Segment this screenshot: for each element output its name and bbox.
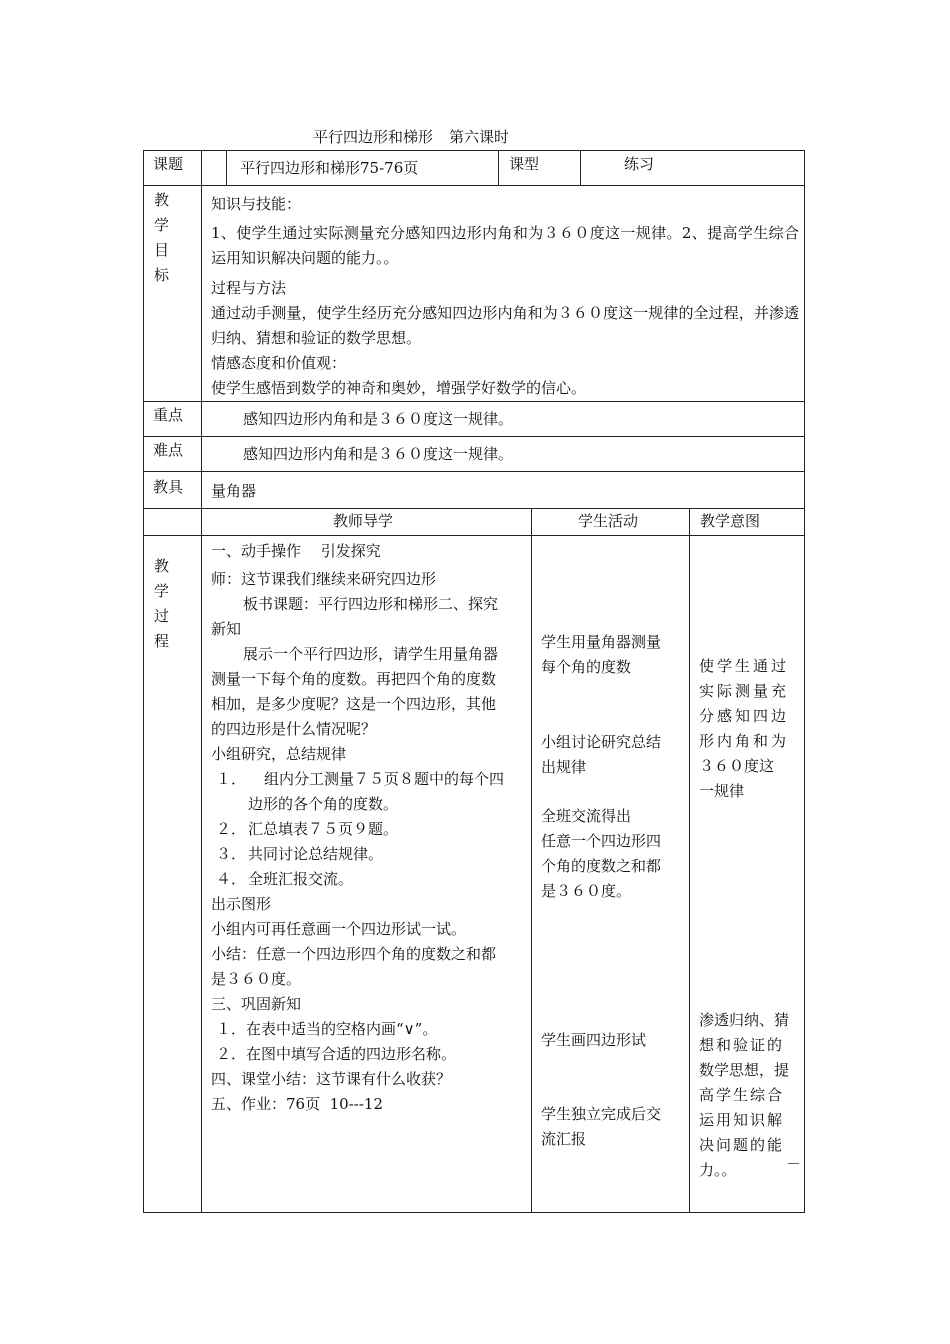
process-label-char: 教: [154, 557, 170, 575]
teacher-line: １．在表中适当的空格内画“∨”。: [216, 1020, 438, 1038]
process-label-char: 学: [154, 582, 170, 600]
student-line: 个角的度数之和都: [541, 857, 662, 875]
section-heading: 四、课堂小结：这节课有什么收获？: [211, 1070, 452, 1088]
process-text: 通过动手测量，使学生经历充分感知四边形内角和为３６０度这一规律的全过程，并渗透归纳、猜想和验证的数学思想。: [211, 304, 799, 347]
teacher-line: 小组研究，总结规律: [211, 745, 347, 763]
teacher-line: 汇总填表７５页９题。: [248, 820, 399, 838]
key-point-label: 重点: [153, 406, 184, 424]
student-line: 出规律: [541, 758, 587, 776]
student-line: 学生独立完成后交: [541, 1105, 662, 1123]
difficulty-label: 难点: [153, 441, 184, 459]
knowledge-heading: 知识与技能：: [211, 195, 302, 213]
teacher-line: 新知: [211, 620, 242, 638]
student-line: 流汇报: [541, 1130, 587, 1148]
intent-line: 分感知四边: [699, 707, 790, 725]
intent-line: 一规律: [699, 782, 745, 800]
intent-line: 实际测量充: [699, 682, 790, 700]
section-heading: 五、作业：76页 10---12: [211, 1095, 384, 1113]
teacher-line: 相加，是多少度呢？这是一个四边形，其他: [211, 695, 497, 713]
key-point-text: 感知四边形内角和是３６０度这一规律。: [243, 410, 514, 428]
objectives-label-char: 学: [154, 216, 170, 234]
topic-value: 平行四边形和梯形75-76页: [240, 159, 419, 177]
student-line: 是３６０度。: [541, 882, 632, 900]
teacher-line: 出示图形: [211, 895, 272, 913]
teacher-line: ２．在图中填写合适的四边形名称。: [216, 1045, 457, 1063]
col-student-header: 学生活动: [578, 512, 639, 530]
teacher-line: 小结：任意一个四边形四个角的度数之和都: [211, 945, 497, 963]
process-label-char: 过: [154, 607, 170, 625]
process-heading: 过程与方法: [211, 279, 287, 297]
item-number: １．: [216, 770, 247, 788]
tools-text: 量角器: [211, 482, 257, 500]
student-line: 小组讨论研究总结: [541, 733, 662, 751]
emotion-text: 使学生感悟到数学的神奇和奥妙，增强学好数学的信心。: [211, 379, 587, 397]
intent-line: ３６０度这: [699, 757, 775, 775]
intent-line: 运用知识解: [699, 1111, 785, 1129]
teacher-line: 组内分工测量７５页８题中的每个四: [264, 770, 505, 788]
intent-line: 渗透归纳、猜: [699, 1011, 790, 1029]
teacher-line: 全班汇报交流。: [248, 870, 354, 888]
teacher-line: 测量一下每个角的度数。再把四个角的度数: [211, 670, 497, 688]
process-label-char: 程: [154, 632, 170, 650]
intent-line: 高学生综合: [699, 1086, 785, 1104]
teacher-line: 共同讨论总结规律。: [248, 845, 384, 863]
student-line: 全班交流得出: [541, 807, 632, 825]
tools-label: 教具: [153, 478, 184, 496]
section-heading: 三、巩固新知: [211, 995, 302, 1013]
emotion-heading: 情感态度和价值观：: [211, 354, 347, 372]
teacher-line: 师：这节课我们继续来研究四边形: [211, 570, 437, 588]
student-line: 学生画四边形试: [541, 1031, 647, 1049]
section-heading: 一、动手操作 引发探究: [211, 542, 381, 560]
intent-line: 使学生通过: [699, 657, 790, 675]
item-number: ３．: [216, 845, 247, 863]
intent-mark: －: [786, 1155, 802, 1173]
topic-label: 课题: [153, 155, 184, 173]
teacher-line: 边形的各个角的度数。: [248, 795, 399, 813]
page-title: [313, 125, 509, 149]
student-line: 学生用量角器测量: [541, 633, 662, 651]
type-label: 课型: [509, 155, 540, 173]
teacher-line: 小组内可再任意画一个四边形试一试。: [211, 920, 467, 938]
objectives-label-char: 标: [154, 266, 170, 284]
teacher-line: 的四边形是什么情况呢？: [211, 720, 377, 738]
knowledge-text: 1、使学生通过实际测量充分感知四边形内角和为３６０度这一规律。2、提高学生综合运用知识解决问题的能力。。: [211, 224, 799, 267]
intent-line: 想和验证的: [699, 1036, 785, 1054]
intent-line: 决问题的能: [699, 1136, 785, 1154]
item-number: ２．: [216, 820, 247, 838]
intent-line: 数学思想，提: [699, 1061, 790, 1079]
teacher-line: 展示一个平行四边形，请学生用量角器: [243, 645, 499, 663]
lesson-title: 平行四边形和梯形: [313, 128, 434, 146]
objectives-label-char: 教: [154, 191, 170, 209]
lesson-number: 第六课时: [449, 128, 510, 146]
objectives-label-char: 目: [154, 241, 170, 259]
type-value: 练习: [624, 155, 655, 173]
student-line: 每个角的度数: [541, 658, 632, 676]
student-line: 任意一个四边形四: [541, 832, 662, 850]
intent-line: 力。。: [699, 1161, 737, 1179]
teacher-line: 是３６０度。: [211, 970, 302, 988]
col-teacher-header: 教师导学: [333, 512, 394, 530]
teacher-line: 板书课题：平行四边形和梯形二、探究: [243, 595, 499, 613]
col-intent-header: 教学意图: [700, 512, 761, 530]
difficulty-text: 感知四边形内角和是３６０度这一规律。: [243, 445, 514, 463]
item-number: ４．: [216, 870, 247, 888]
intent-line: 形内角和为: [699, 732, 790, 750]
